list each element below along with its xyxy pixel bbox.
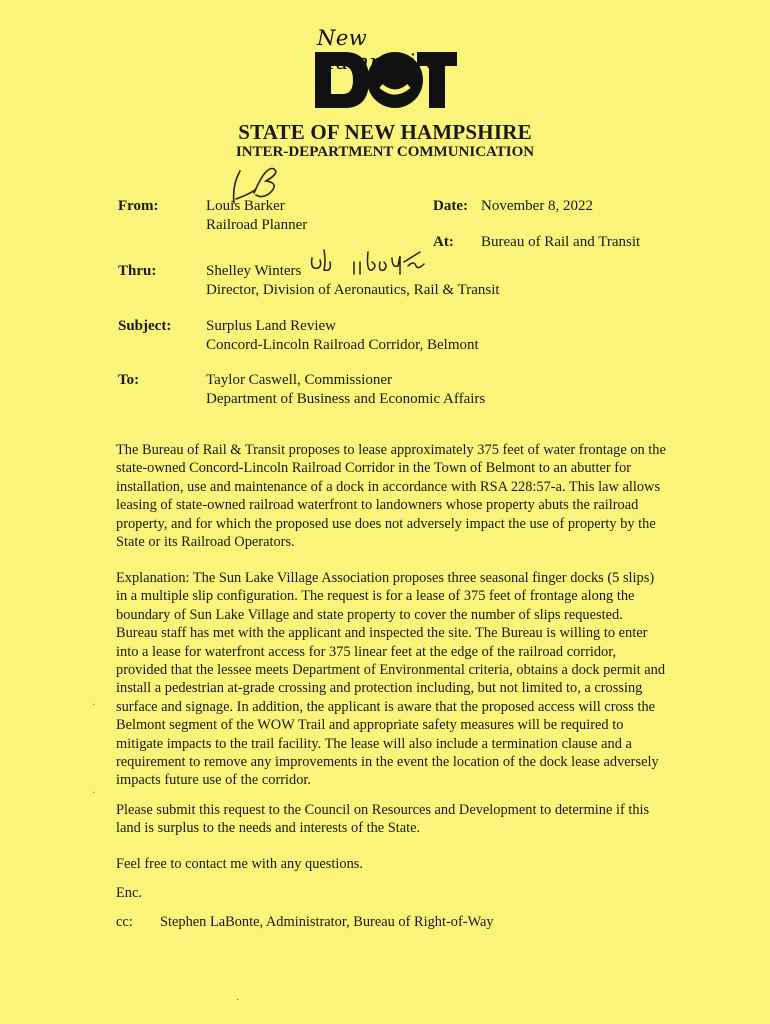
date-label: Date: — [433, 198, 468, 214]
thru-title: Director, Division of Aeronautics, Rail & Transit — [206, 282, 500, 298]
thru-name: Shelley Winters — [206, 263, 302, 279]
scan-speck: · — [92, 700, 96, 711]
body-paragraph-3: Please submit this request to the Council on Resources and Development to determine if this land is surplus to the needs and interests of the State. — [116, 802, 650, 837]
to-label: To: — [118, 372, 140, 388]
cc-label: cc: — [116, 914, 133, 930]
at-label: At: — [433, 234, 454, 250]
date-value: November 8, 2022 — [481, 198, 594, 214]
body-paragraph-2: Explanation: The Sun Lake Village Association proposes three seasonal finger docks (5 slips) in a multiple slip configuration. The request is for a lease of 375 feet of frontage along the boundary of Sun Lake Village and state property to cover the number of slips requested. Bureau staff has met with the applicant and inspected the site. The Bureau is willing to enter into a lease for waterfront access for 375 linear feet at the edge of the railroad corridor, provided that the lessee meets Department of Environmental criteria, obtains a dock permit and install a pedestrian at-grade crossing and protection including, but not limited to, a crossing surface and signage. In addition, the applicant is aware that the proposed access will cross the Belmont segment of the WOW Trail and appropriate safety measures will be required to mitigate impacts to the trail facility. The lease will also include a termination clause and a requirement to remove any improvements in the event the location of the dock lease adversely impacts future use of the corridor. — [116, 570, 666, 789]
thru-label: Thru: — [118, 263, 157, 279]
scan-speck: · — [92, 788, 96, 799]
enclosure-note: Enc. — [116, 885, 142, 901]
handwritten-initials-and-date — [308, 248, 428, 278]
scan-speck: · — [236, 995, 240, 1006]
to-name: Taylor Caswell, Commissioner — [206, 372, 393, 388]
to-department: Department of Business and Economic Affairs — [206, 391, 486, 407]
nhdot-logo — [311, 48, 461, 112]
subject-label: Subject: — [118, 318, 172, 334]
subject-line-2: Concord-Lincoln Railroad Corridor, Belmont — [206, 337, 479, 353]
body-paragraph-1: The Bureau of Rail & Transit proposes to lease approximately 375 feet of water frontage on the state-owned Concord-Lincoln Railroad Corridor in the Town of Belmont to an abutter for installation, use and maintenance of a dock in accordance with RSA 228:57-a. This law allows leasing of state-owned railroad waterfront to landowners whose property abuts the railroad property, and for which the proposed use does not adversely impact the use of property by the State or its Railroad Operators. — [116, 442, 666, 551]
from-title: Railroad Planner — [206, 217, 308, 233]
from-label: From: — [118, 198, 159, 214]
at-value: Bureau of Rail and Transit — [481, 234, 641, 250]
header-title: STATE OF NEW HAMPSHIRE — [238, 120, 532, 144]
closing-line: Feel free to contact me with any questions. — [116, 856, 363, 872]
cc-value: Stephen LaBonte, Administrator, Bureau of Right-of-Way — [160, 914, 494, 930]
subject-line-1: Surplus Land Review — [206, 318, 336, 334]
from-name: Louis Barker — [206, 198, 285, 214]
header-subtitle: INTER-DEPARTMENT COMMUNICATION — [235, 144, 535, 160]
logo-script-text: New — [317, 26, 368, 50]
